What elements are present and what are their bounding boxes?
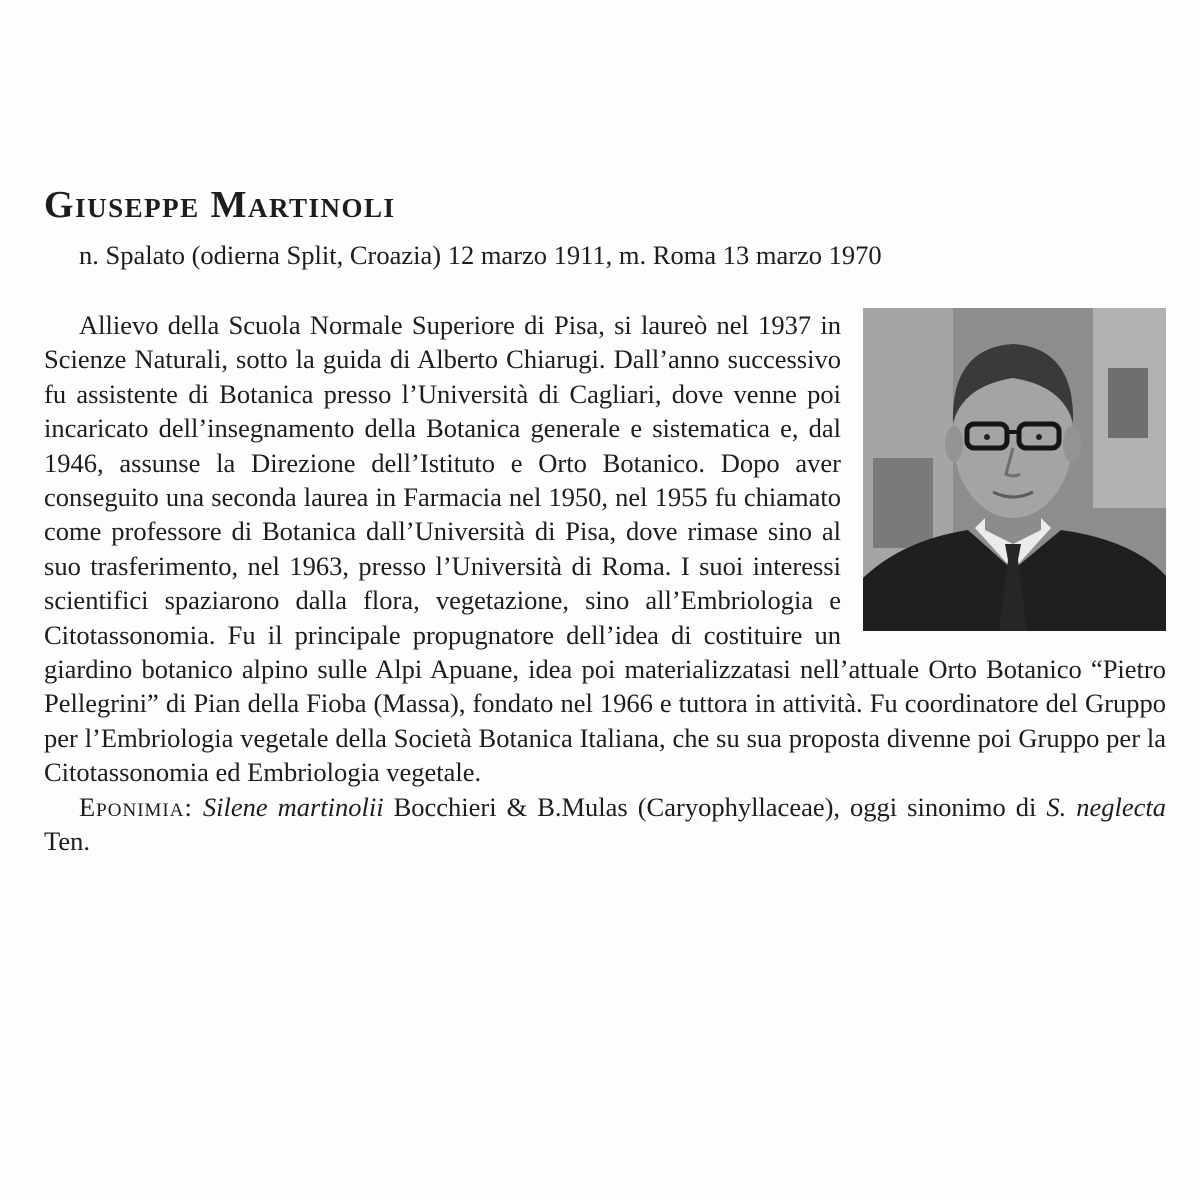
species-name: Silene martinolii [202,791,384,822]
synonym-author: Ten. [44,826,90,857]
eponymy-label: Eponimia: [79,791,193,822]
person-name: Giuseppe Martinoli [44,184,396,226]
portrait-photo [863,308,1166,631]
synonym-name: S. neglecta [1046,791,1167,822]
biography-text: Allievo della Scuola Normale Superiore di Pisa, si laureò nel 1937 in Scienze Naturali, sotto la guida di Alberto Chiarugi. Dall’anno successivo fu assistente di Botanica presso l’Università di Cagliari, dove venne poi incaricato dell’insegnamento della Botanica generale e sistematica e, dal 1946, assunse la Direzione dell’Istituto e Orto Botanico. Dopo aver conseguito una seconda laurea in Farmacia nel 1950, nel 1955 fu chiamato come professore di Botanica dall’Università di Pisa, dove rimase sino al suo trasferimento, nel 1963, presso l’Università di Roma. I suoi interessi scientifici spaziarono dalla flora, vegetazione, sino all’Embriologia e Citotassonomia. Fu il principale propugnatore dell’idea di costituire un giardino botanico alpino sulle Alpi Apuane, idea poi materializzatasi nell’attuale Orto Botanico “Pietro Pellegrini” di Pian della Fioba (Massa), fondato nel 1966 e tuttora in attività. Fu coordinatore del Gruppo per l’Embriologia vegetale della Società Botanica Italiana, che su sua proposta divenne poi Gruppo per la Citotassonomia ed Embriologia vegetale. [44,310,1166,788]
birth-death-dates: n. Spalato (odierna Split, Croazia) 12 marzo 1911, m. Roma 13 marzo 1970 [79,240,882,270]
biography-paragraph [44,308,1166,790]
eponymy-paragraph [44,790,1166,859]
species-authors: Bocchieri & B.Mulas (Caryophyllaceae), oggi sinonimo di [383,791,1047,822]
biography-entry [44,182,1166,859]
